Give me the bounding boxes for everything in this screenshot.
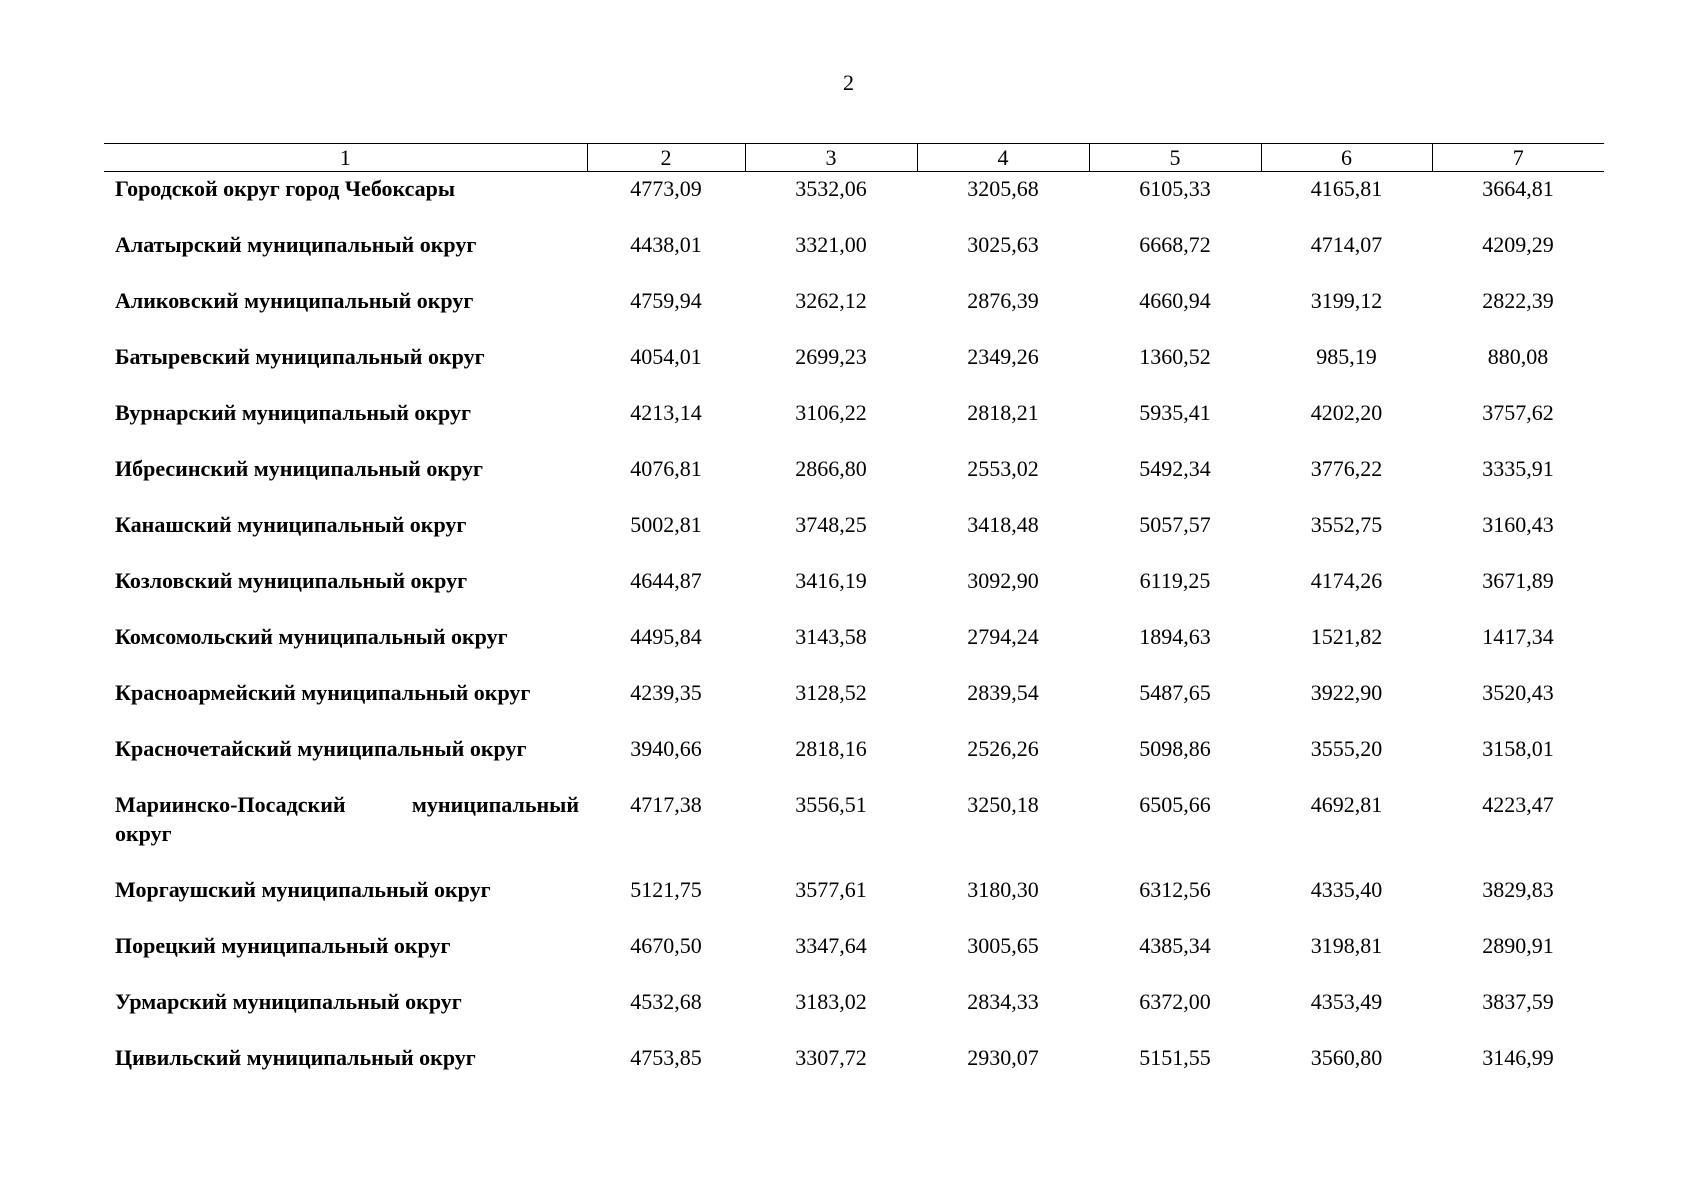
row-name-cell: Канашский муниципальный округ xyxy=(115,512,467,537)
row-name-cell: Цивильский муниципальный округ xyxy=(115,1045,476,1070)
table-row xyxy=(104,340,1604,396)
value-cell: 2553,02 xyxy=(967,456,1039,481)
value-cell: 3307,72 xyxy=(795,1045,867,1070)
row-name-cell: Красноармейский муниципальный округ xyxy=(115,680,531,705)
value-cell: 2699,23 xyxy=(795,344,867,369)
row-name-cell: Городской округ город Чебоксары xyxy=(115,176,456,201)
value-cell: 4495,84 xyxy=(630,624,702,649)
value-cell: 3005,65 xyxy=(967,933,1039,958)
value-cell: 5487,65 xyxy=(1139,680,1211,705)
table-row xyxy=(104,788,1604,873)
value-cell: 3837,59 xyxy=(1482,989,1554,1014)
value-cell: 2822,39 xyxy=(1482,288,1554,313)
value-cell: 4165,81 xyxy=(1310,176,1383,201)
value-cell: 3143,58 xyxy=(795,624,867,649)
row-name-cell: Моргаушский муниципальный округ xyxy=(115,877,491,902)
value-cell: 3776,22 xyxy=(1310,456,1383,481)
value-cell: 4692,81 xyxy=(1310,792,1383,817)
value-cell: 3922,90 xyxy=(1310,680,1383,705)
row-name-cell: Ибресинский муниципальный округ xyxy=(115,456,483,481)
value-cell: 3262,12 xyxy=(795,288,867,313)
value-cell: 3555,20 xyxy=(1310,736,1383,761)
value-cell: 3418,48 xyxy=(967,512,1039,537)
value-cell: 4714,07 xyxy=(1310,232,1383,257)
value-cell: 5121,75 xyxy=(630,877,702,902)
column-header: 2 xyxy=(587,144,745,172)
row-name-cell: Алатырский муниципальный округ xyxy=(115,232,477,257)
value-cell: 5151,55 xyxy=(1139,1045,1211,1070)
value-cell: 5002,81 xyxy=(630,512,702,537)
value-cell: 880,08 xyxy=(1487,344,1549,369)
table-row xyxy=(104,508,1604,564)
value-cell: 2866,80 xyxy=(795,456,867,481)
column-header: 1 xyxy=(104,144,587,172)
value-cell: 4753,85 xyxy=(630,1045,702,1070)
value-cell: 4076,81 xyxy=(630,456,702,481)
value-cell: 3347,64 xyxy=(795,933,867,958)
value-cell: 3940,66 xyxy=(630,736,702,761)
value-cell: 3160,43 xyxy=(1482,512,1554,537)
column-header: 5 xyxy=(1089,144,1261,172)
value-cell: 3671,89 xyxy=(1482,568,1554,593)
table-row xyxy=(104,564,1604,620)
row-name-cell: Урмарский муниципальный округ xyxy=(115,989,462,1014)
value-cell: 4385,34 xyxy=(1139,933,1211,958)
page-number: 2 xyxy=(843,70,854,95)
value-cell: 3664,81 xyxy=(1482,176,1554,201)
value-cell: 3748,25 xyxy=(795,512,867,537)
row-name-cell: Аликовский муниципальный округ xyxy=(115,288,474,313)
header-row xyxy=(104,144,1604,172)
value-cell: 2818,16 xyxy=(795,736,867,761)
column-header: 6 xyxy=(1261,144,1432,172)
value-cell: 2526,26 xyxy=(967,736,1039,761)
table-row xyxy=(104,985,1604,1041)
value-cell: 3560,80 xyxy=(1310,1045,1383,1070)
value-cell: 5057,57 xyxy=(1139,512,1211,537)
value-cell: 3128,52 xyxy=(795,680,867,705)
value-cell: 3092,90 xyxy=(967,568,1039,593)
table-row xyxy=(104,929,1604,985)
value-cell: 3532,06 xyxy=(795,176,867,201)
table-row xyxy=(104,676,1604,732)
row-name-cell: Комсомольский муниципальный округ xyxy=(115,624,508,649)
row-name-cell: Порецкий муниципальный округ xyxy=(115,933,451,958)
value-cell: 3577,61 xyxy=(795,877,867,902)
value-cell: 4773,09 xyxy=(630,176,702,201)
table-row xyxy=(104,396,1604,452)
value-cell: 3180,30 xyxy=(967,877,1039,902)
value-cell: 1360,52 xyxy=(1139,344,1211,369)
column-header: 3 xyxy=(745,144,917,172)
row-name-cell: Красночетайский муниципальный округ xyxy=(115,736,527,761)
value-cell: 2834,33 xyxy=(967,989,1039,1014)
value-cell: 3198,81 xyxy=(1310,933,1383,958)
row-name-cell: Батыревский муниципальный округ xyxy=(115,344,485,369)
value-cell: 6372,00 xyxy=(1139,989,1211,1014)
value-cell: 3158,01 xyxy=(1482,736,1554,761)
value-cell: 2930,07 xyxy=(967,1045,1039,1070)
value-cell: 5492,34 xyxy=(1139,456,1211,481)
table-row xyxy=(104,873,1604,929)
value-cell: 4054,01 xyxy=(630,344,702,369)
value-cell: 2794,24 xyxy=(967,624,1039,649)
value-cell: 6105,33 xyxy=(1139,176,1211,201)
value-cell: 6505,66 xyxy=(1139,792,1211,817)
value-cell: 3250,18 xyxy=(967,792,1039,817)
value-cell: 4202,20 xyxy=(1310,400,1383,425)
column-header: 7 xyxy=(1432,144,1604,172)
value-cell: 3520,43 xyxy=(1482,680,1554,705)
table-row xyxy=(104,284,1604,340)
table-row xyxy=(104,1041,1604,1097)
value-cell: 4644,87 xyxy=(630,568,702,593)
value-cell: 2890,91 xyxy=(1482,933,1554,958)
value-cell: 4213,14 xyxy=(630,400,702,425)
value-cell: 4660,94 xyxy=(1139,288,1211,313)
row-name-cell: Козловский муниципальный округ xyxy=(115,568,468,593)
column-header: 4 xyxy=(917,144,1089,172)
value-cell: 2818,21 xyxy=(967,400,1039,425)
table-header xyxy=(104,144,1604,172)
value-cell: 4209,29 xyxy=(1482,232,1554,257)
value-cell: 3146,99 xyxy=(1482,1045,1554,1070)
value-cell: 1894,63 xyxy=(1139,624,1211,649)
data-table xyxy=(104,143,1604,1097)
value-cell: 3416,19 xyxy=(795,568,867,593)
value-cell: 3556,51 xyxy=(795,792,867,817)
value-cell: 1521,82 xyxy=(1310,624,1383,649)
value-cell: 4239,35 xyxy=(630,680,702,705)
value-cell: 4717,38 xyxy=(630,792,702,817)
value-cell: 3757,62 xyxy=(1482,400,1554,425)
table-row xyxy=(104,452,1604,508)
value-cell: 3106,22 xyxy=(795,400,867,425)
table-row xyxy=(104,228,1604,284)
value-cell: 3183,02 xyxy=(795,989,867,1014)
value-cell: 6119,25 xyxy=(1139,568,1211,593)
value-cell: 3321,00 xyxy=(795,232,867,257)
value-cell: 985,19 xyxy=(1316,344,1377,369)
value-cell: 6312,56 xyxy=(1139,877,1211,902)
value-cell: 4174,26 xyxy=(1310,568,1383,593)
table-row xyxy=(104,172,1604,229)
value-cell: 2349,26 xyxy=(967,344,1039,369)
value-cell: 4438,01 xyxy=(630,232,702,257)
value-cell: 4335,40 xyxy=(1310,877,1383,902)
value-cell: 3552,75 xyxy=(1310,512,1383,537)
table-row xyxy=(104,620,1604,676)
value-cell: 4670,50 xyxy=(630,933,702,958)
value-cell: 3829,83 xyxy=(1482,877,1554,902)
value-cell: 5098,86 xyxy=(1139,736,1211,761)
value-cell: 4759,94 xyxy=(630,288,702,313)
value-cell: 4353,49 xyxy=(1310,989,1383,1014)
value-cell: 4223,47 xyxy=(1482,792,1554,817)
value-cell: 5935,41 xyxy=(1139,400,1211,425)
value-cell: 3205,68 xyxy=(967,176,1039,201)
value-cell: 3199,12 xyxy=(1310,288,1383,313)
value-cell: 6668,72 xyxy=(1139,232,1211,257)
value-cell: 2876,39 xyxy=(967,288,1039,313)
table-row xyxy=(104,732,1604,788)
table-body xyxy=(104,172,1604,1098)
value-cell: 3025,63 xyxy=(967,232,1039,257)
row-name-cell: Мариинско-Посадский муниципальный округ xyxy=(115,792,579,846)
value-cell: 2839,54 xyxy=(967,680,1039,705)
value-cell: 3335,91 xyxy=(1482,456,1554,481)
value-cell: 1417,34 xyxy=(1482,624,1554,649)
value-cell: 4532,68 xyxy=(630,989,702,1014)
row-name-cell: Вурнарский муниципальный округ xyxy=(115,400,471,425)
